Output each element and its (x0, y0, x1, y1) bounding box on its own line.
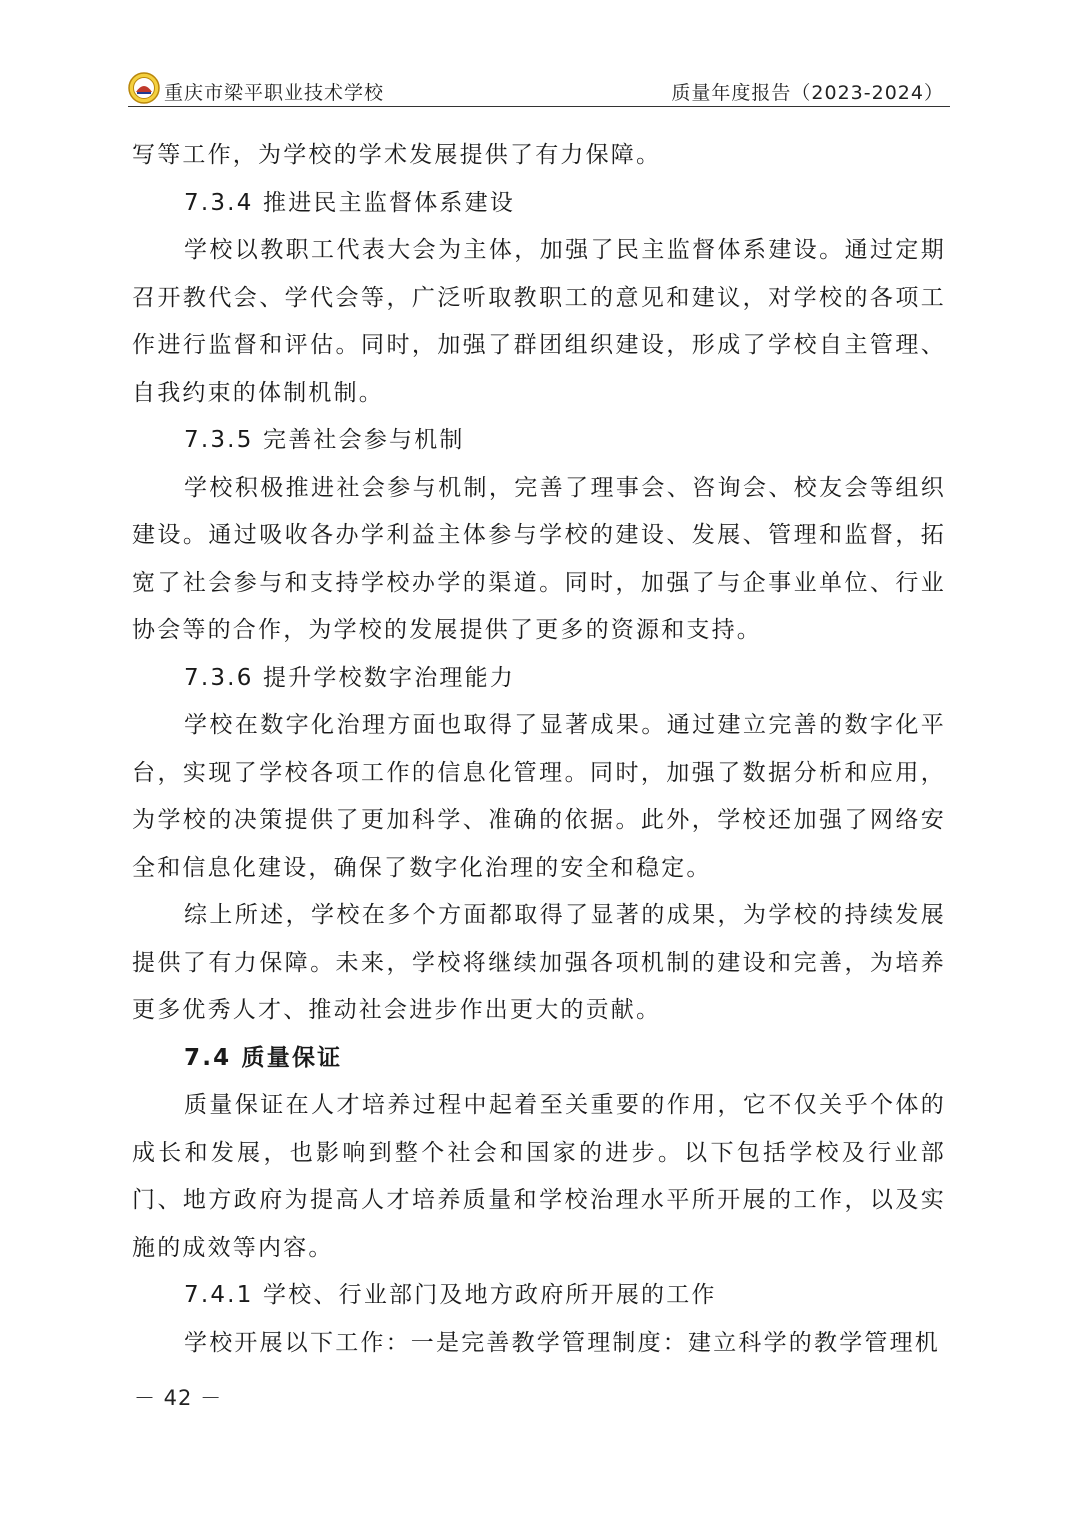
paragraph-continuation: 写等工作，为学校的学术发展提供了有力保障。 (132, 142, 662, 168)
paragraph-school-work: 学校开展以下工作：一是完善教学管理制度：建立科学的教学管理机 (184, 1329, 940, 1356)
section-heading-7-4-1: 7.4.1 学校、行业部门及地方政府所开展的工作 (184, 1282, 717, 1308)
paragraph-social-participation: 学校积极推进社会参与机制，完善了理事会、咨询会、校友会等组织建设。通过吸收各办学利益主体参与学校的建设、发展、管理和监督，拓宽了社会参与和支持学校办学的渠道。同时，加强了与企事业单位、行业协会等的合作，为学校的发展提供了更多的资源和支持。 (132, 474, 946, 643)
paragraph-quality-assurance: 质量保证在人才培养过程中起着至关重要的作用，它不仅关乎个体的成长和发展，也影响到整个社会和国家的进步。以下包括学校及行业部门、地方政府为提高人才培养质量和学校治理水平所开展的工作，以及实施的成效等内容。 (132, 1092, 946, 1261)
document-body (132, 132, 946, 1367)
section-heading-7-4: 7.4 质量保证 (184, 1044, 343, 1071)
page-number: － 42 － (134, 1386, 223, 1410)
page-header (128, 70, 950, 107)
paragraph-summary: 综上所述，学校在多个方面都取得了显著的成果，为学校的持续发展提供了有力保障。未来，学校将继续加强各项机制的建设和完善，为培养更多优秀人才、推动社会进步作出更大的贡献。 (132, 902, 946, 1023)
paragraph-digital-governance: 学校在数字化治理方面也取得了显著成果。通过建立完善的数字化平台，实现了学校各项工作的信息化管理。同时，加强了数据分析和应用，为学校的决策提供了更加科学、准确的依据。此外，学校还加强了网络安全和信息化建设，确保了数字化治理的安全和稳定。 (132, 712, 946, 881)
paragraph-democratic-supervision: 学校以教职工代表大会为主体，加强了民主监督体系建设。通过定期召开教代会、学代会等，广泛听取教职工的意见和建议，对学校的各项工作进行监督和评估。同时，加强了群团组织建设，形成了学校自主管理、自我约束的体制机制。 (132, 237, 946, 406)
section-heading-7-3-5: 7.3.5 完善社会参与机制 (184, 427, 465, 453)
report-title: 质量年度报告（2023-2024） (671, 82, 944, 104)
school-name: 重庆市梁平职业技术学校 (164, 82, 385, 104)
section-heading-7-3-6: 7.3.6 提升学校数字治理能力 (184, 664, 516, 691)
section-heading-7-3-4: 7.3.4 推进民主监督体系建设 (184, 189, 516, 216)
school-emblem-icon (128, 72, 160, 104)
